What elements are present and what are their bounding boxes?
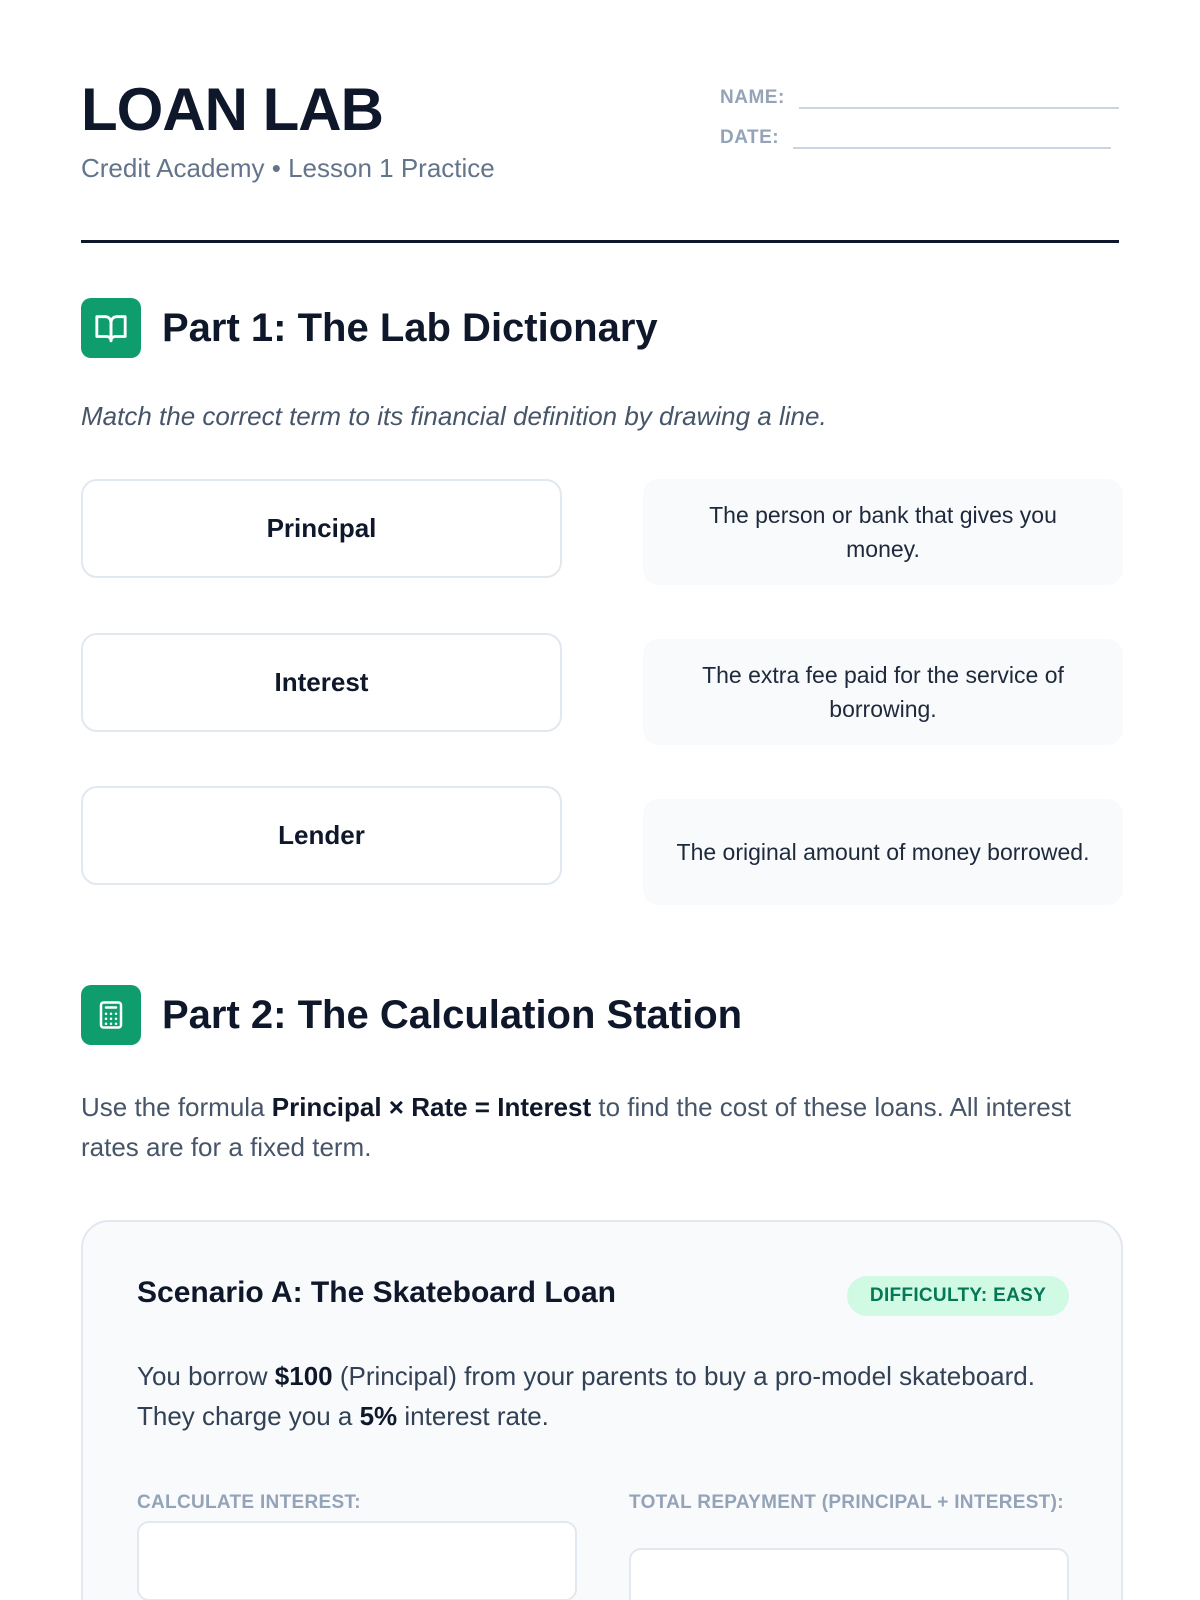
scenario-amount: $100	[274, 1361, 333, 1391]
definition-principal[interactable]: The original amount of money borrowed.	[643, 799, 1123, 905]
name-row	[720, 80, 1119, 113]
formula-times: ×	[381, 1092, 412, 1122]
calculator-icon	[81, 985, 141, 1045]
part2-title: Part 2: The Calculation Station	[162, 992, 743, 1037]
scenario-text-3: interest rate.	[397, 1401, 549, 1431]
term-interest[interactable]: Interest	[81, 633, 562, 732]
date-field[interactable]	[793, 147, 1111, 149]
term-lender[interactable]: Lender	[81, 786, 562, 885]
date-label: DATE:	[720, 127, 780, 148]
formula-equals: =	[467, 1092, 498, 1122]
formula-interest: Interest	[497, 1092, 592, 1122]
part1-title: Part 1: The Lab Dictionary	[162, 305, 658, 350]
interest-field-label: CALCULATE INTEREST:	[137, 1492, 361, 1513]
scenario-text-1: You borrow	[137, 1361, 275, 1391]
interest-answer-box[interactable]	[137, 1521, 577, 1600]
total-answer-box[interactable]	[629, 1548, 1069, 1600]
part1-header	[81, 298, 658, 358]
instructions-text: Use the formula	[81, 1092, 272, 1122]
formula-principal: Principal	[271, 1092, 382, 1122]
date-row	[720, 120, 1119, 153]
scenario-a-description	[137, 1356, 1037, 1436]
definition-lender[interactable]: The person or bank that gives you money.	[643, 479, 1123, 585]
name-field[interactable]	[799, 107, 1119, 109]
scenario-text-2: (Principal) from your parents to buy a pro-model skateboard. They charge you a	[137, 1361, 1035, 1431]
part2-header	[81, 985, 742, 1045]
term-principal[interactable]: Principal	[81, 479, 562, 578]
scenario-a-card	[81, 1220, 1123, 1600]
difficulty-badge: DIFFICULTY: EASY	[847, 1276, 1069, 1316]
total-field-label: TOTAL REPAYMENT (PRINCIPAL + INTEREST):	[629, 1492, 1064, 1513]
page-title: LOAN LAB	[81, 76, 383, 143]
page-subtitle: Credit Academy • Lesson 1 Practice	[81, 153, 495, 183]
part2-instructions	[81, 1087, 1131, 1167]
instructions-text-end: to find the cost of these loans. All interest rates are for a fixed term.	[81, 1092, 1071, 1162]
definition-interest[interactable]: The extra fee paid for the service of borrowing.	[643, 639, 1123, 745]
scenario-a-title: Scenario A: The Skateboard Loan	[137, 1276, 616, 1309]
scenario-rate: 5%	[359, 1401, 398, 1431]
formula-rate: Rate	[411, 1092, 468, 1122]
student-info	[720, 80, 1119, 160]
part1-instructions: Match the correct term to its financial definition by drawing a line.	[81, 401, 827, 431]
book-icon	[81, 298, 141, 358]
worksheet-header	[81, 0, 1119, 243]
name-label: NAME:	[720, 87, 785, 108]
